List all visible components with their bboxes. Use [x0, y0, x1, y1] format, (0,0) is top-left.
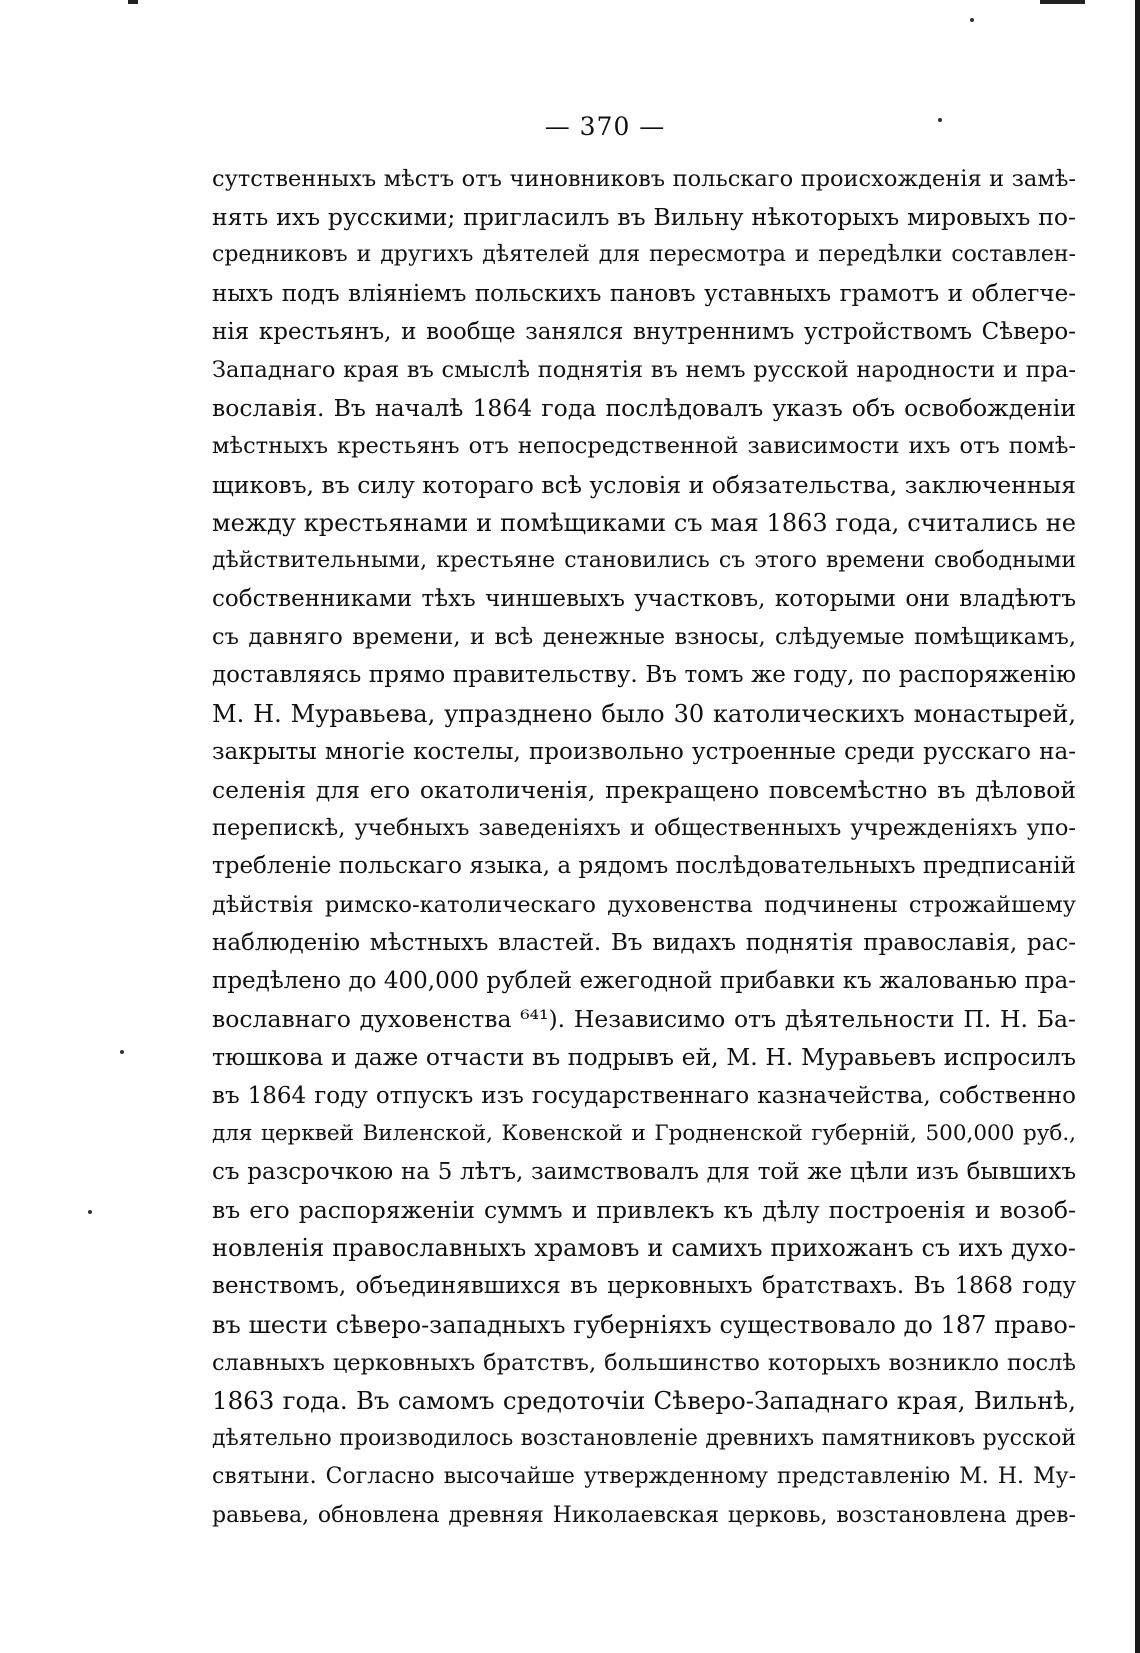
text-line: вославнаго духовенства ⁶⁴¹). Независимо отъ дѣятельности П. Н. Ба-: [212, 1005, 1076, 1034]
text-line: съ давняго времени, и всѣ денежные взносы, слѣдуемые помѣщикамъ,: [212, 624, 1076, 651]
text-line: М. Н. Муравьева, упразднено было 30 католическихъ монастырей,: [212, 699, 1076, 728]
body-text: [212, 160, 1076, 1535]
text-line: мѣстныхъ крестьянъ отъ непосредственной зависимости ихъ отъ помѣ-: [212, 433, 1076, 460]
text-line: сутственныхъ мѣстъ отъ чиновниковъ польскаго происхожденія и замѣ-: [212, 166, 1076, 192]
text-line: средниковъ и другихъ дѣятелей для пересмотра и передѣлки составлен-: [212, 242, 1076, 268]
text-line: славныхъ церковныхъ братствъ, большинство которыхъ возникло послѣ: [212, 1349, 1076, 1376]
text-line: между крестьянами и помѣщиками съ мая 1863 года, считались не: [212, 508, 1076, 537]
scan-artifact-top-left: [128, 0, 138, 4]
scan-speck: [88, 1210, 92, 1214]
page-number: — 370 —: [544, 112, 666, 141]
text-line: равьева, обновлена древняя Николаевская церковь, возстановлена древ-: [212, 1502, 1076, 1528]
page-edge-shadow: [1135, 0, 1140, 1653]
text-line: собственниками тѣхъ чиншевыхъ участковъ, которыми они владѣютъ: [212, 586, 1076, 613]
text-line: щиковъ, въ силу котораго всѣ условія и обязательства, заключенныя: [212, 470, 1076, 499]
text-line: венствомъ, объединявшихся въ церковныхъ братствахъ. Въ 1868 году: [212, 1273, 1076, 1300]
scan-artifact-top-right: [1040, 0, 1085, 4]
text-line: нять ихъ русскими; пригласилъ въ Вильну нѣкоторыхъ мировыхъ по-: [212, 203, 1076, 232]
text-line: святыни. Согласно высочайше утвержденному представленію М. Н. Му-: [212, 1464, 1076, 1490]
text-line: дѣйствія римско-католическаго духовенства подчинены строжайшему: [212, 891, 1076, 918]
text-line: въ шести сѣверо-западныхъ губерніяхъ существовало до 187 право-: [212, 1310, 1076, 1339]
text-line: въ 1864 году отпускъ изъ государственнаго казначейства, собственно: [212, 1082, 1076, 1109]
text-line: дѣятельно производилось возстановленіе древнихъ памятниковъ русской: [212, 1426, 1076, 1452]
text-line: нія крестьянъ, и вообще занялся внутреннимъ устройствомъ Сѣверо-: [212, 318, 1076, 345]
text-line: ныхъ подъ вліяніемъ польскихъ пановъ уставныхъ грамотъ и облегче-: [212, 280, 1076, 307]
text-line: требленіе польскаго языка, а рядомъ послѣдовательныхъ предписаній: [212, 853, 1076, 880]
text-line: перепискѣ, учебныхъ заведеніяхъ и общественныхъ учрежденіяхъ упо-: [212, 815, 1076, 842]
text-line: закрыты многіе костелы, произвольно устроенные среди русскаго на-: [212, 738, 1076, 765]
text-line: предѣлено до 400,000 рублей ежегодной прибавки къ жалованью пра-: [212, 967, 1076, 994]
text-line: въ его распоряженіи суммъ и привлекъ къ дѣлу построенія и возоб-: [212, 1196, 1076, 1225]
text-line: 1863 года. Въ самомъ средоточіи Сѣверо-Западнаго края, Вильнѣ,: [212, 1386, 1076, 1415]
text-line: селенія для его окатоличенія, прекращено повсемѣстно въ дѣловой: [212, 776, 1076, 804]
text-line: тюшкова и даже отчасти въ подрывъ ей, М. Н. Муравьевъ испросилъ: [212, 1043, 1076, 1072]
text-line: Западнаго края въ смыслѣ поднятія въ немъ русской народности и пра-: [212, 356, 1076, 383]
scan-speck: [970, 18, 974, 22]
text-line: наблюденію мѣстныхъ властей. Въ видахъ поднятія православія, рас-: [212, 929, 1076, 956]
text-line: для церквей Виленской, Ковенской и Гродненской губерній, 500,000 руб.,: [212, 1120, 1076, 1146]
text-line: дѣйствительными, крестьяне становились съ этого времени свободными: [212, 547, 1076, 573]
text-line: вославія. Въ началѣ 1864 года послѣдовалъ указъ объ освобожденіи: [212, 394, 1076, 423]
text-line: доставляясь прямо правительству. Въ томъ же году, по распоряженію: [212, 662, 1076, 689]
text-line: съ разсрочкою на 5 лѣтъ, заимствовалъ для той же цѣли изъ бывшихъ: [212, 1158, 1076, 1185]
text-line: новленія православныхъ храмовъ и самихъ прихожанъ съ ихъ духо-: [212, 1234, 1076, 1263]
scan-speck: [120, 1050, 124, 1054]
